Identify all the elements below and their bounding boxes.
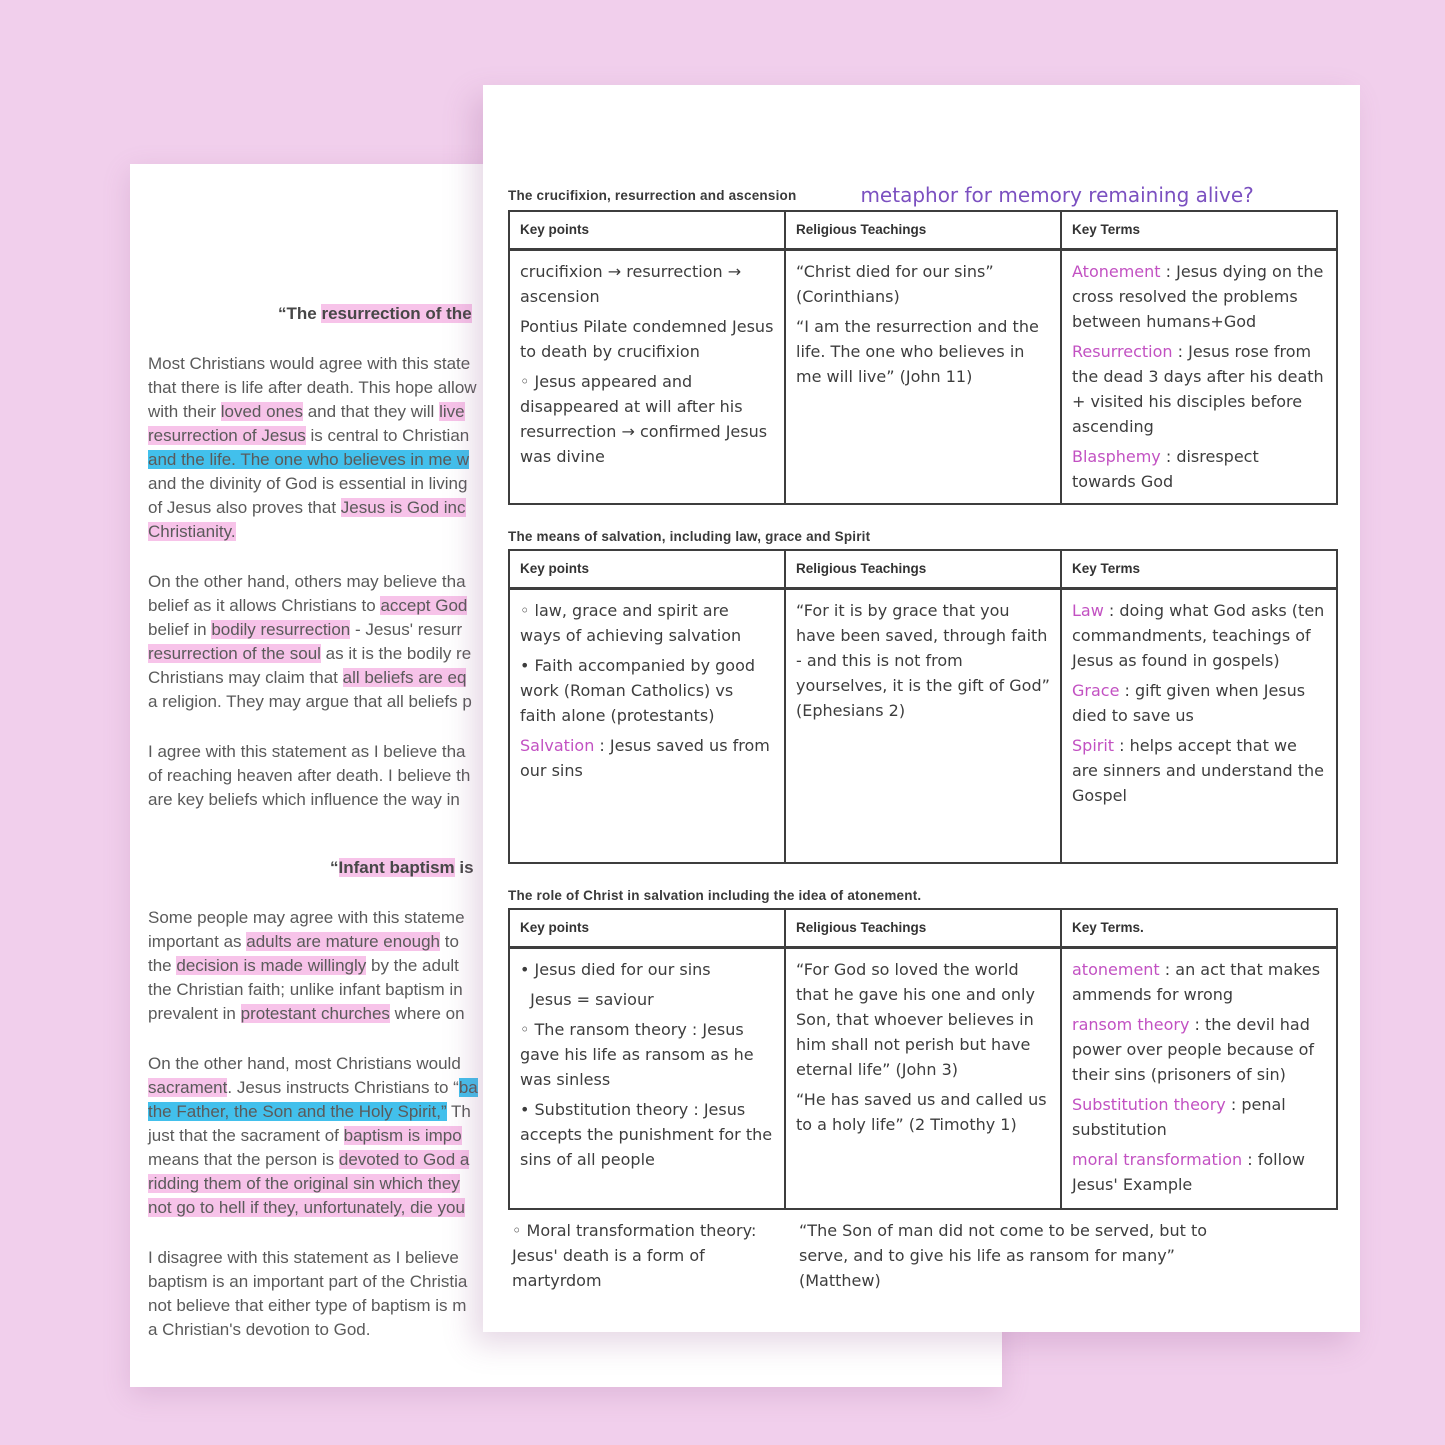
notes-section-crucifixion <box>508 181 1338 505</box>
column-header-key-points: Key points <box>509 211 785 249</box>
text-segment: “The <box>278 304 322 323</box>
key-term: Substitution theory <box>1072 1094 1226 1114</box>
text-segment: with their <box>148 402 221 421</box>
text-segment: : Jesus saved us from our sins <box>520 735 770 780</box>
key-term: atonement <box>1072 959 1160 979</box>
section-title-row <box>508 181 1338 205</box>
note-entry <box>1072 1092 1326 1142</box>
text-segment: that there is life after death. This hope allow <box>148 378 477 397</box>
highlighted-text: baptism is impo <box>343 1126 462 1145</box>
note-entry <box>1072 1012 1326 1087</box>
text-segment: : penal substitution <box>1072 1094 1286 1139</box>
key-term: Salvation <box>520 735 595 755</box>
note-entry <box>1072 957 1326 1007</box>
revision-notes-page <box>483 85 1360 1332</box>
text-segment: of Jesus also proves that <box>148 498 341 517</box>
text-segment: ◦ law, grace and spirit are ways of achieving salvation <box>520 600 742 645</box>
text-segment: of reaching heaven after death. I believe th <box>148 766 471 785</box>
highlighted-text: the Father, the Son and the Holy Spirit,” <box>148 1102 447 1121</box>
text-segment: : doing what God asks (ten commandments, teachings of Jesus as found in gospels) <box>1072 600 1325 670</box>
key-term: ransom theory <box>1072 1014 1190 1034</box>
note-entry <box>520 314 774 364</box>
overflow-note-moral-transformation <box>508 1218 783 1293</box>
text-segment: Christians may claim that <box>148 668 343 687</box>
note-entry <box>799 1218 1231 1293</box>
table-header-row <box>509 909 1337 947</box>
highlighted-text: loved ones <box>220 402 303 421</box>
key-points-cell <box>509 947 785 1209</box>
table-row <box>509 249 1337 504</box>
table-row <box>509 588 1337 863</box>
section-title: The role of Christ in salvation including the idea of atonement. <box>508 888 922 903</box>
note-entry <box>520 369 774 469</box>
key-term: Atonement <box>1072 261 1161 281</box>
text-segment: “For God so loved the world that he gave his one and only Son, that whoever believes in him shall not perish but have eternal life” (John 3) <box>796 959 1035 1079</box>
column-header-key-terms: Key Terms. <box>1061 909 1337 947</box>
note-entry <box>520 987 774 1012</box>
note-entry <box>1072 444 1326 494</box>
text-segment: • Faith accompanied by good work (Roman Catholics) vs faith alone (protestants) <box>520 655 756 725</box>
text-segment: “For it is by grace that you have been saved, through faith - and this is not from yourselves, it is the gift of God” (Ephesians 2) <box>796 600 1050 720</box>
key-terms-cell <box>1061 947 1337 1209</box>
text-segment: I disagree with this statement as I believe <box>148 1248 459 1267</box>
column-header-key-terms: Key Terms <box>1061 550 1337 588</box>
highlighted-text: and the life. The one who believes in me w <box>148 450 469 469</box>
highlighted-text: accept God <box>380 596 468 615</box>
text-segment: “Christ died for our sins” (Corinthians) <box>796 261 994 306</box>
text-segment: . Jesus instructs Christians to “ <box>227 1078 459 1097</box>
highlighted-text: resurrection of the <box>321 304 472 323</box>
text-segment: • Jesus died for our sins <box>520 959 711 979</box>
key-terms-cell <box>1061 249 1337 504</box>
text-segment: “I am the resurrection and the life. The one who believes in me will live” (John 11) <box>796 316 1039 386</box>
note-entry <box>796 259 1050 309</box>
highlighted-text: resurrection of the soul <box>148 644 321 663</box>
revision-table-role-of-christ <box>508 908 1338 1210</box>
note-entry <box>512 1218 783 1293</box>
text-segment: by the adult <box>366 956 459 975</box>
table-row <box>509 947 1337 1209</box>
text-segment: is central to Christian <box>305 426 470 445</box>
highlighted-text: bodily resurrection <box>211 620 351 639</box>
table-header-row <box>509 550 1337 588</box>
highlighted-text: protestant churches <box>240 1004 390 1023</box>
note-entry <box>796 598 1050 723</box>
key-terms-cell <box>1061 588 1337 863</box>
text-segment: the <box>148 956 177 975</box>
column-header-religious-teachings: Religious Teachings <box>785 211 1061 249</box>
text-segment: - Jesus' resurr <box>350 620 463 639</box>
note-entry <box>1072 259 1326 334</box>
key-points-cell <box>509 588 785 863</box>
note-entry <box>796 314 1050 389</box>
key-term: Resurrection <box>1072 341 1173 361</box>
note-entry <box>1072 598 1326 673</box>
column-header-key-points: Key points <box>509 909 785 947</box>
note-entry <box>520 733 774 783</box>
section-title: The means of salvation, including law, grace and Spirit <box>508 529 871 544</box>
overflow-note-matthew-quote <box>799 1218 1231 1293</box>
highlighted-text: devoted to God a <box>338 1150 470 1169</box>
text-segment: : Jesus dying on the cross resolved the problems between humans+God <box>1072 261 1324 331</box>
handwritten-annotation: metaphor for memory remaining alive? <box>860 183 1254 207</box>
text-segment: not believe that either type of baptism is m <box>148 1296 467 1315</box>
highlighted-text: Jesus is God inc <box>340 498 466 517</box>
text-segment: Th <box>446 1102 471 1121</box>
text-segment: On the other hand, most Christians would <box>148 1054 461 1073</box>
text-segment: prevalent in <box>148 1004 241 1023</box>
text-segment: a religion. They may argue that all beliefs p <box>148 692 472 711</box>
text-segment: : follow Jesus' Example <box>1072 1149 1305 1194</box>
text-segment: : the devil had power over people because of their sins (prisoners of sin) <box>1072 1014 1315 1084</box>
note-entry <box>520 1097 774 1172</box>
key-term: Law <box>1072 600 1104 620</box>
text-segment: the Christian faith; unlike infant baptism in <box>148 980 463 999</box>
revision-notes-content <box>483 85 1360 1293</box>
note-entry <box>520 259 774 309</box>
text-segment: ◦ The ransom theory : Jesus gave his life as ransom as he was sinless <box>520 1019 754 1089</box>
note-entry <box>520 653 774 728</box>
text-segment: baptism is an important part of the Christia <box>148 1272 468 1291</box>
highlighted-text: not go to hell if they, unfortunately, die you <box>148 1198 465 1217</box>
column-header-key-points: Key points <box>509 550 785 588</box>
text-segment: where on <box>389 1004 465 1023</box>
note-entry <box>796 957 1050 1082</box>
text-segment: ◦ Jesus appeared and disappeared at will after his resurrection → confirmed Jesus was divine <box>520 371 768 466</box>
highlighted-text: Infant baptism <box>338 858 455 877</box>
column-header-religious-teachings: Religious Teachings <box>785 550 1061 588</box>
text-segment: and that they will <box>302 402 440 421</box>
note-entry <box>1072 733 1326 808</box>
note-entry <box>520 1017 774 1092</box>
text-segment: Jesus = saviour <box>520 989 654 1009</box>
section-title: The crucifixion, resurrection and ascension <box>508 188 797 203</box>
key-term: Blasphemy <box>1072 446 1161 466</box>
highlighted-text: decision is made willingly <box>176 956 367 975</box>
text-segment: Most Christians would agree with this state <box>148 354 471 373</box>
text-segment: “The Son of man did not come to be served, but to serve, and to give his life as ransom for many” (Matthew) <box>799 1221 1208 1290</box>
text-segment: is <box>454 858 474 877</box>
key-term: Grace <box>1072 680 1120 700</box>
table-header-row <box>509 211 1337 249</box>
text-segment: belief in <box>148 620 212 639</box>
section-title-row <box>508 529 1338 544</box>
religious-teachings-cell <box>785 947 1061 1209</box>
highlighted-text: resurrection of Jesus <box>148 426 306 445</box>
text-segment: : Jesus rose from the dead 3 days after his death + visited his disciples before ascending <box>1072 341 1324 436</box>
table-overflow-notes <box>508 1218 1338 1293</box>
key-points-cell <box>509 249 785 504</box>
text-segment: I agree with this statement as I believe tha <box>148 742 466 761</box>
text-segment: : an act that makes ammends for wrong <box>1072 959 1321 1004</box>
column-header-religious-teachings: Religious Teachings <box>785 909 1061 947</box>
note-entry <box>520 598 774 648</box>
text-segment: : disrespect towards God <box>1072 446 1259 491</box>
key-term: Spirit <box>1072 735 1115 755</box>
text-segment: are key beliefs which influence the way in <box>148 790 460 809</box>
text-segment: important as <box>148 932 247 951</box>
text-segment: : helps accept that we are sinners and understand the Gospel <box>1072 735 1324 805</box>
note-entry <box>1072 678 1326 728</box>
text-segment: • Substitution theory : Jesus accepts the punishment for the sins of all people <box>520 1099 773 1169</box>
note-entry <box>796 1087 1050 1137</box>
highlighted-text: Christianity. <box>148 522 236 541</box>
text-segment: as it is the bodily re <box>320 644 472 663</box>
highlighted-text: all beliefs are eq <box>342 668 467 687</box>
column-header-key-terms: Key Terms <box>1061 211 1337 249</box>
highlighted-text: sacrament <box>148 1078 228 1097</box>
text-segment: “He has saved us and called us to a holy life” (2 Timothy 1) <box>796 1089 1047 1134</box>
text-segment: a Christian's devotion to God. <box>148 1320 371 1339</box>
text-segment: : gift given when Jesus died to save us <box>1072 680 1306 725</box>
text-segment: crucifixion → resurrection → ascension <box>520 261 742 306</box>
highlighted-text: ba <box>458 1078 478 1097</box>
text-segment: and the divinity of God is essential in living <box>148 474 468 493</box>
text-segment: belief as it allows Christians to <box>148 596 381 615</box>
notes-section-role-of-christ <box>508 888 1338 1293</box>
religious-teachings-cell <box>785 249 1061 504</box>
revision-table-means-of-salvation <box>508 549 1338 864</box>
highlighted-text: live <box>439 402 465 421</box>
highlighted-text: ridding them of the original sin which they <box>148 1174 460 1193</box>
religious-teachings-cell <box>785 588 1061 863</box>
text-segment: On the other hand, others may believe tha <box>148 572 466 591</box>
text-segment: ◦ Moral transformation theory: Jesus' death is a form of martyrdom <box>512 1221 757 1290</box>
section-title-row <box>508 888 1338 903</box>
text-segment: to <box>440 932 459 951</box>
revision-table-crucifixion <box>508 210 1338 505</box>
key-term: moral transformation <box>1072 1149 1243 1169</box>
text-segment: Pontius Pilate condemned Jesus to death by crucifixion <box>520 316 774 361</box>
text-segment: just that the sacrament of <box>148 1126 344 1145</box>
note-entry <box>1072 339 1326 439</box>
text-segment: Some people may agree with this stateme <box>148 908 465 927</box>
text-segment: “ <box>330 858 339 877</box>
note-entry <box>520 957 774 982</box>
note-entry <box>1072 1147 1326 1197</box>
notes-section-means-of-salvation <box>508 529 1338 864</box>
text-segment: means that the person is <box>148 1150 339 1169</box>
highlighted-text: adults are mature enough <box>246 932 441 951</box>
